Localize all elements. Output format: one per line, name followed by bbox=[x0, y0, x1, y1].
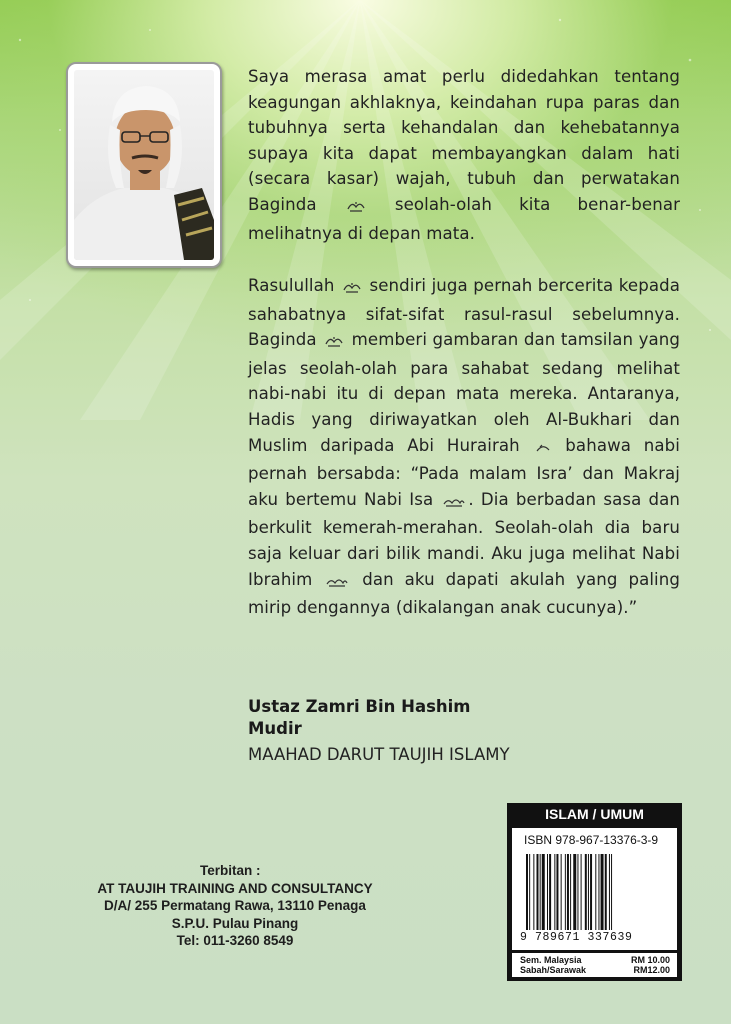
publisher-phone: Tel: 011-3260 8549 bbox=[176, 933, 294, 948]
price-value: RM 10.00 bbox=[630, 955, 670, 965]
author-name: Ustaz Zamri Bin Hashim bbox=[248, 697, 471, 716]
paragraph-1: Saya merasa amat perlu didedahkan tentang keagungan akhlaknya, keindahan rupa paras dan tubuhnya serta kehandalan dan kehebatannya supaya kita dapat membayangkan dalam hati (secara kasar) wajah, tubuh dan perwatakan Baginda seolah-olah kita benar-benar melihatnya di depan mata. bbox=[248, 67, 681, 243]
arabic-radhiallahu-icon bbox=[535, 436, 551, 462]
price-row-peninsular bbox=[520, 955, 670, 965]
publisher-label: Terbitan : bbox=[200, 863, 261, 878]
arabic-honorific-icon bbox=[324, 330, 344, 356]
author-portrait bbox=[74, 70, 214, 260]
arabic-honorific-icon bbox=[342, 276, 362, 302]
price-value: RM12.00 bbox=[633, 965, 670, 975]
author-title: Mudir bbox=[248, 719, 302, 738]
price-region-label: Sem. Malaysia bbox=[520, 955, 582, 965]
publisher-name: AT TAUJIH TRAINING AND CONSULTANCY bbox=[97, 880, 373, 896]
author-photo-frame bbox=[66, 62, 222, 268]
publisher-address-2: S.P.U. Pulau Pinang bbox=[171, 915, 299, 931]
price-row-sabah-sarawak bbox=[520, 965, 670, 975]
price-box bbox=[512, 953, 677, 977]
arabic-alaihissalam-icon bbox=[325, 570, 349, 596]
isbn-text: ISBN 978-967-13376-3-9 bbox=[524, 833, 659, 847]
price-region-label: Sabah/Sarawak bbox=[520, 965, 587, 975]
barcode-bars bbox=[526, 854, 664, 930]
publisher-address-1: D/A/ 255 Permatang Rawa, 13110 Penaga bbox=[104, 898, 366, 913]
barcode-panel bbox=[512, 828, 677, 950]
publisher-info bbox=[60, 862, 410, 950]
arabic-honorific-icon bbox=[346, 195, 366, 221]
arabic-alaihissalam-icon bbox=[442, 490, 466, 516]
author-organization: MAAHAD DARUT TAUJIH ISLAMY bbox=[248, 745, 510, 764]
barcode-number: 9 789671 337639 bbox=[520, 931, 633, 944]
barcode-box bbox=[507, 803, 682, 981]
category-label: ISLAM / UMUM bbox=[545, 806, 644, 822]
paragraph-2: Rasulullah sendiri juga pernah bercerita kepada sahabatnya sifat-sifat rasul-rasul sebelumnya. Baginda memberi gambaran dan tamsilan yang jelas seolah-olah para sahabat sedang melihat nabi-nabi itu di depan mata mereka. Antaranya, Hadis yang diriwayatkan oleh Al-Bukhari dan Muslim daripada Abi Hurairah bahawa nabi pernah bersabda: “Pada malam Isra’ dan Makraj aku bertemu Nabi Isa . Dia berbadan sasa dan berkulit kemerah-merahan. Seolah-olah dia baru saja keluar dari bilik mandi. Aku juga melihat Nabi Ibrahim dan aku dapati akulah yang paling mirip dengannya (dikalangan anak cucunya).” bbox=[248, 276, 681, 618]
